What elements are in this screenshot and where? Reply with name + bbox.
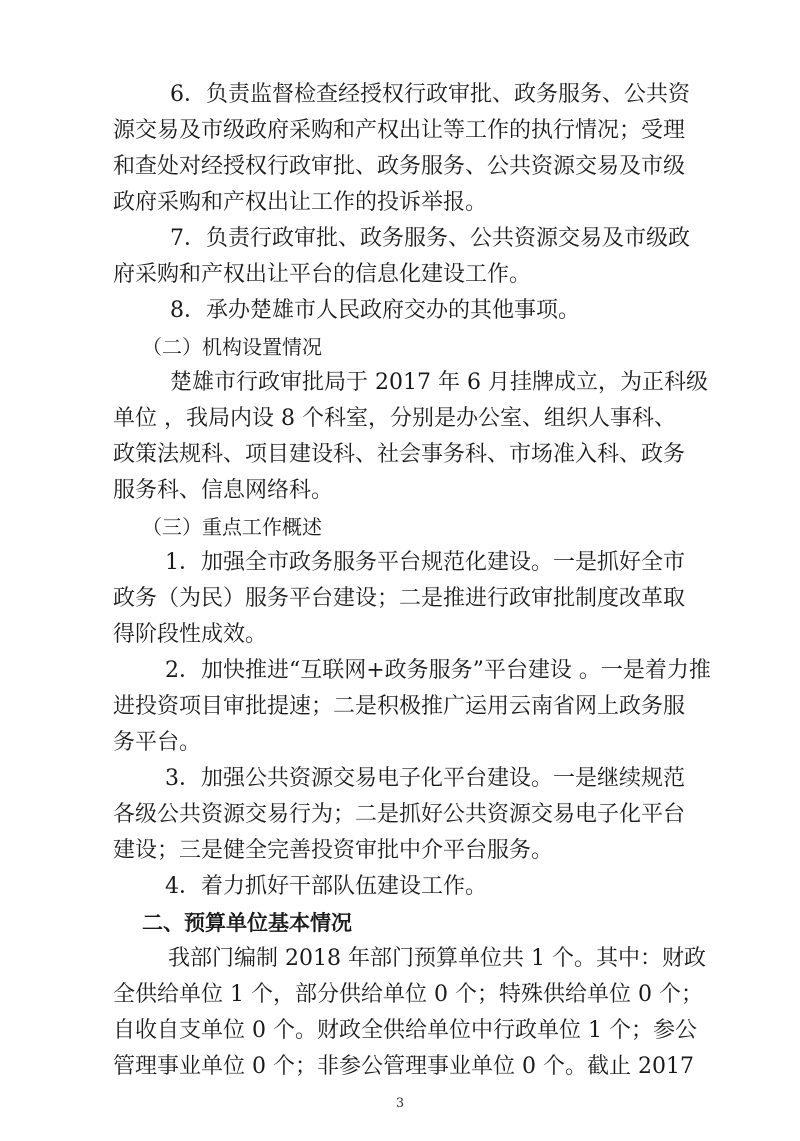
paragraph-line: 4．着力抓好干部队伍建设工作。: [165, 874, 487, 899]
paragraph-line: 楚雄市行政审批局于 2017 年 6 月挂牌成立，为正科级: [170, 370, 708, 395]
paragraph-line: 8．承办楚雄市人民政府交办的其他事项。: [170, 298, 580, 323]
paragraph-line: 进投资项目审批提速；二是积极推广运用云南省网上政务服: [113, 694, 686, 719]
paragraph-line: 全供给单位 1 个，部分供给单位 0 个；特殊供给单位 0 个；: [113, 982, 703, 1007]
paragraph-line: 府采购和产权出让平台的信息化建设工作。: [113, 262, 532, 287]
paragraph-line: 源交易及市级政府采购和产权出让等工作的执行情况；受理: [113, 118, 686, 143]
paragraph-line: 7．负责行政审批、政务服务、公共资源交易及市级政: [170, 226, 690, 251]
paragraph-line: 自收自支单位 0 个。财政全供给单位中行政单位 1 个；参公: [113, 1018, 697, 1043]
paragraph-line: 3．加强公共资源交易电子化平台建设。一是继续规范: [165, 766, 685, 791]
paragraph-line: 政府采购和产权出让工作的投诉举报。: [113, 190, 488, 215]
paragraph-line: 各级公共资源交易行为；二是抓好公共资源交易电子化平台: [113, 802, 686, 827]
paragraph-line: 建设；三是健全完善投资审批中介平台服务。: [113, 838, 554, 863]
section-subheading: （二）机构设置情况: [142, 335, 322, 359]
paragraph-line: 政务（为民）服务平台建设；二是推进行政审批制度改革取: [113, 586, 686, 611]
paragraph-line: 单位 ，我局内设 8 个科室，分别是办公室、组织人事科、: [113, 406, 676, 431]
section-heading: 二、预算单位基本情况: [142, 911, 352, 935]
page-number: 3: [395, 1096, 405, 1111]
paragraph-line: 和查处对经授权行政审批、政务服务、公共资源交易及市级: [113, 154, 686, 179]
paragraph-line: 6．负责监督检查经授权行政审批、政务服务、公共资: [170, 82, 690, 107]
paragraph-line: 政策法规科、项目建设科、社会事务科、市场准入科、政务: [113, 442, 686, 467]
paragraph-line: 服务科、信息网络科。: [113, 478, 334, 503]
paragraph-line: 我部门编制 2018 年部门预算单位共 1 个。其中：财政: [168, 946, 706, 971]
paragraph-line: 2．加快推进“互联网+政务服务”平台建设 。一是着力推: [165, 658, 711, 683]
paragraph-line: 管理事业单位 0 个；非参公管理事业单位 0 个。截止 2017: [113, 1054, 694, 1079]
paragraph-line: 1．加强全市政务服务平台规范化建设。一是抓好全市: [165, 550, 685, 575]
paragraph-line: 务平台。: [113, 730, 202, 755]
paragraph-line: 得阶段性成效。: [113, 622, 268, 647]
section-subheading: （三）重点工作概述: [142, 515, 322, 539]
